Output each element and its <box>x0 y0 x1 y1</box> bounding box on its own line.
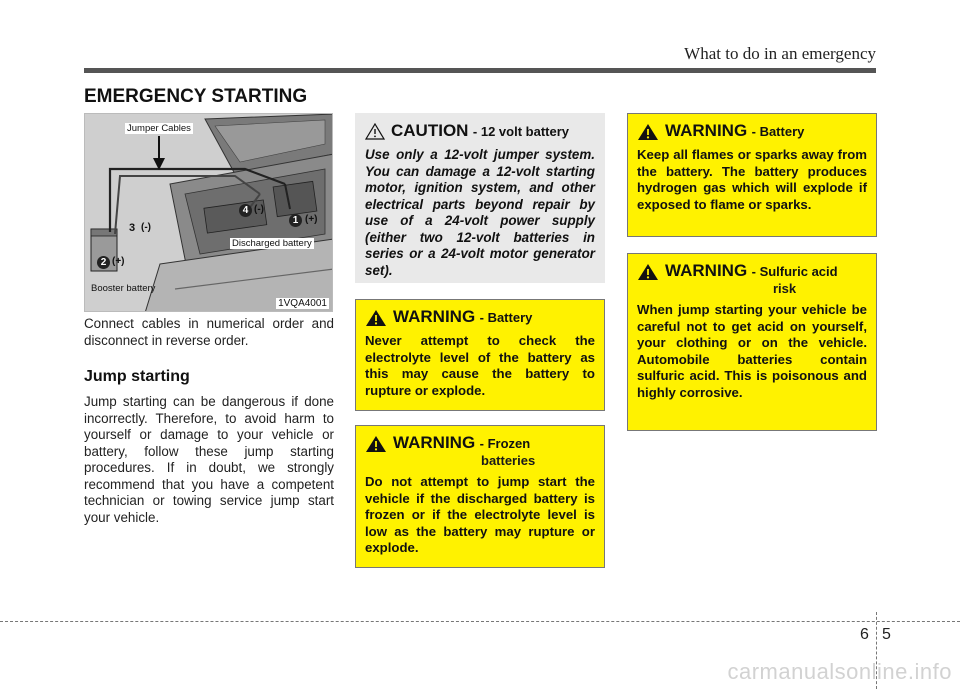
warning-box-frozen-batteries <box>355 425 605 568</box>
caution-triangle-icon <box>365 123 385 140</box>
warning-title: WARNING <box>393 433 476 452</box>
footer-rule <box>0 621 960 622</box>
label-booster-battery: Booster battery <box>91 283 156 294</box>
marker-1-sign: (+) <box>305 214 318 225</box>
warning-title: WARNING <box>665 121 748 140</box>
page-chapter: 6 <box>860 626 869 643</box>
marker-3-sign: (-) <box>141 222 151 233</box>
warning-triangle-icon <box>365 435 387 453</box>
jump-starting-title: Jump starting <box>84 368 190 385</box>
caution-box <box>355 113 605 283</box>
section-title: EMERGENCY STARTING <box>84 86 308 107</box>
header-title: What to do in an emergency <box>684 44 876 63</box>
watermark: carmanualsonline.info <box>727 659 952 684</box>
caution-subtitle: - 12 volt battery <box>472 124 569 139</box>
warning-text: When jump starting your vehicle be careful not to get acid on yourself, your clothing or on the vehicle. Automobile batteries contain sulfuric acid. This is poisonous and highly corrosive. <box>637 302 867 400</box>
marker-4: 4 <box>239 204 252 217</box>
warning-box-battery-electrolyte <box>355 299 605 411</box>
header-rule <box>84 68 876 73</box>
jump-starting-text: Jump starting can be dangerous if done incorrectly. Therefore, to avoid harm to yourself or damage to your vehicle or battery, follow these jump starting procedures. If in doubt, we strongly recommend that you have a competent technician or towing service jump start your vehicle. <box>84 394 334 525</box>
marker-3: 3 <box>129 222 136 234</box>
label-jumper-cables: Jumper Cables <box>127 123 191 134</box>
warning-triangle-icon <box>637 123 659 141</box>
jump-start-figure <box>84 113 333 312</box>
label-discharged-battery: Discharged battery <box>232 238 312 249</box>
warning-subtitle: - Battery <box>751 124 805 139</box>
warning-title: WARNING <box>393 307 476 326</box>
page-number: 5 <box>882 626 891 643</box>
marker-2-sign: (+) <box>112 256 125 267</box>
figure-code: 1VQA4001 <box>278 298 327 309</box>
warning-subtitle-line2: batteries <box>481 453 536 468</box>
caution-title: CAUTION <box>391 121 469 140</box>
intro-text: Connect cables in numerical order and disconnect in reverse order. <box>84 316 334 348</box>
warning-text: Do not attempt to jump start the vehicle if the discharged battery is frozen or if the electrolyte level is low as the battery may rupture or explode. <box>365 474 595 555</box>
marker-2: 2 <box>97 256 110 269</box>
marker-1: 1 <box>289 214 302 227</box>
warning-text: Never attempt to check the electrolyte level of the battery as this may cause the battery to rupture or explode. <box>365 333 595 398</box>
warning-text: Keep all flames or sparks away from the battery. The battery produces hydrogen gas which will explode if exposed to flame or sparks. <box>637 147 867 212</box>
warning-box-sulfuric-acid <box>627 253 877 431</box>
warning-triangle-icon <box>365 309 387 327</box>
warning-subtitle: - Frozen <box>479 436 531 451</box>
warning-box-battery-flames <box>627 113 877 237</box>
warning-subtitle: - Sulfuric acid <box>751 264 838 279</box>
warning-subtitle: - Battery <box>479 310 533 325</box>
caution-text: Use only a 12-volt jumper system. You can damage a 12-volt starting motor, ignition system, and other electrical parts beyond repair by use of a 24-volt power supply (either two 12-volt batteries in series or a 24-volt motor generator set). <box>365 147 595 278</box>
warning-triangle-icon <box>637 263 659 281</box>
warning-title: WARNING <box>665 261 748 280</box>
warning-subtitle-line2: risk <box>773 281 797 296</box>
marker-4-sign: (-) <box>254 204 264 215</box>
